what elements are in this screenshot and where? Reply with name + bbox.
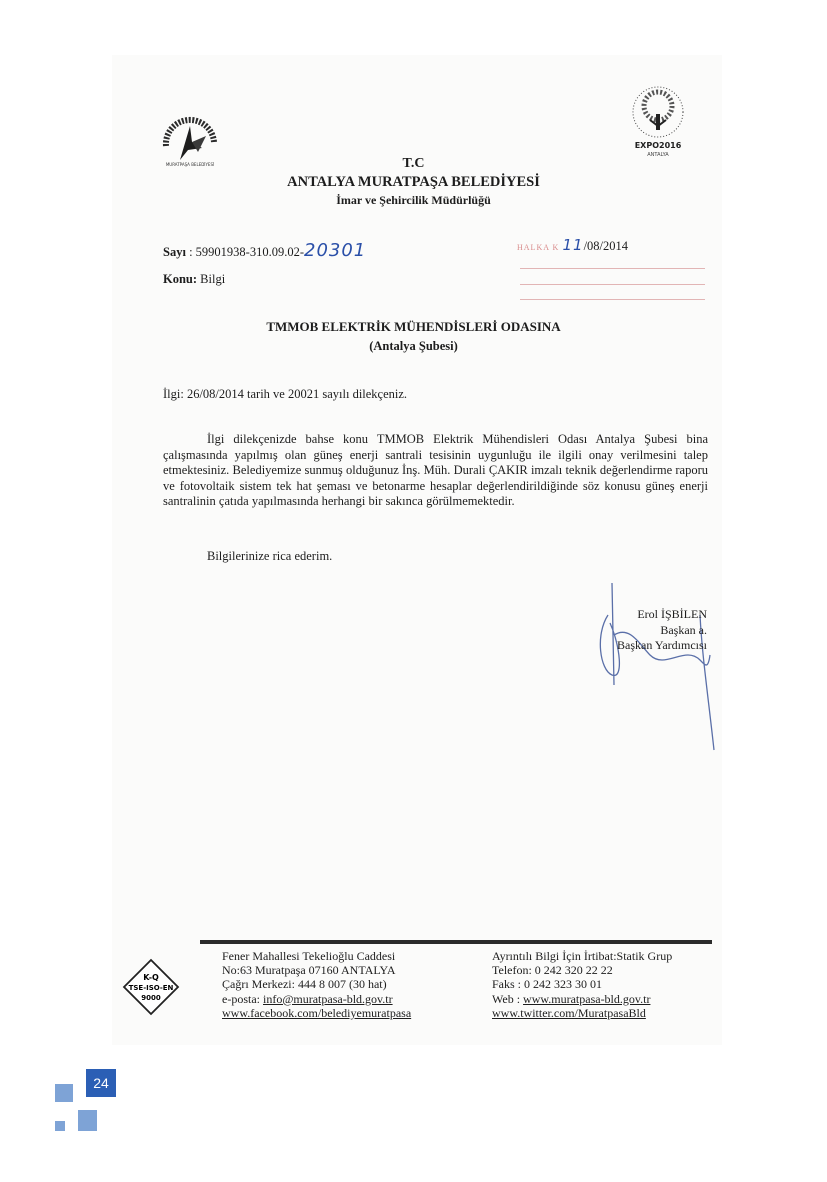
- stamp-line: [520, 299, 705, 300]
- signer-title: Başkan a.: [660, 622, 707, 637]
- handwritten-day: 11: [562, 236, 584, 254]
- svg-text:9000: 9000: [141, 994, 161, 1002]
- letterhead-municipality: ANTALYA MURATPAŞA BELEDİYESİ: [287, 174, 540, 190]
- footer-phone: Telefon: 0 242 320 22 22: [492, 963, 613, 978]
- reference-number: Sayı : 59901938-310.09.02-20301: [163, 240, 367, 261]
- svg-text:ANTALYA: ANTALYA: [647, 152, 669, 158]
- svg-text:K-Q: K-Q: [143, 973, 159, 982]
- handwritten-number: 20301: [304, 240, 367, 261]
- footer-contact-right: [492, 949, 672, 1020]
- svg-text:TSE-ISO-EN: TSE-ISO-EN: [128, 984, 174, 992]
- recipient-name: TMMOB ELEKTRİK MÜHENDİSLERİ ODASINA: [266, 319, 561, 334]
- twitter-link[interactable]: www.twitter.com/MuratpasaBld: [492, 1005, 646, 1020]
- footer-fax: Faks : 0 242 323 30 01: [492, 977, 603, 992]
- footer-call-center: Çağrı Merkezi: 444 8 007 (30 hat): [222, 977, 387, 992]
- page-number: 24: [86, 1069, 116, 1097]
- subject: Konu: Bilgi: [163, 272, 226, 286]
- footer-info: Ayrıntılı Bilgi İçin İrtibat:Statik Grup: [492, 949, 673, 963]
- email-link[interactable]: info@muratpasa-bld.gov.tr: [263, 991, 393, 1006]
- footer-email: e-posta: info@muratpasa-bld.gov.tr: [222, 991, 393, 1006]
- signer-position: Başkan Yardımcısı: [617, 638, 707, 652]
- stamp-line: [520, 268, 705, 269]
- ilgi-reference: İlgi: 26/08/2014 tarih ve 20021 sayılı dilekçeniz.: [163, 387, 408, 401]
- recipient-branch: (Antalya Şubesi): [369, 339, 458, 353]
- footer-rule: [200, 940, 712, 944]
- closing-line: Bilgilerinize rica ederim.: [207, 549, 333, 563]
- handwritten-signature: [590, 575, 720, 760]
- web-link[interactable]: www.muratpasa-bld.gov.tr: [523, 991, 651, 1006]
- tse-certification-badge: [122, 958, 180, 1016]
- footer-contact-left: [222, 949, 411, 1020]
- svg-text:MURATPAŞA BELEDİYESİ: MURATPAŞA BELEDİYESİ: [165, 162, 215, 167]
- footer-web: Web : www.muratpasa-bld.gov.tr: [492, 991, 651, 1006]
- letterhead-tc: T.C: [402, 156, 425, 171]
- stamp-line: [520, 284, 705, 285]
- reference-date: HALKA K 11/08/2014: [517, 236, 629, 254]
- svg-text:EXPO2016: EXPO2016: [634, 141, 682, 150]
- signer-name: Erol İŞBİLEN: [637, 607, 707, 621]
- received-stamp: HALKA K: [517, 243, 560, 252]
- footer-address-1: Fener Mahallesi Tekelioğlu Caddesi: [222, 949, 396, 963]
- decorative-square: [55, 1084, 73, 1102]
- body-paragraph: İlgi dilekçenizde bahse konu TMMOB Elektrik Mühendisleri Odası Antalya Şubesi bina çalışmasında yapılmış olan güneş enerji santrali tesisinin uygunluğu ile ilgili onay verilmesini talep etmektesiniz. Belediyemize sunmuş olduğunuz İnş. Müh. Durali ÇAKIR imzalı teknik değerlendirme raporu ve fotovoltaik sistem tek hat şeması ve betonarme hesaplar değerlendirildiğinde söz konusu güneş enerji santralinin çatıda yapılmasında herhangi bir sakınca görülmemektedir.: [163, 432, 708, 508]
- letterhead-department: İmar ve Şehircilik Müdürlüğü: [336, 193, 491, 207]
- decorative-square: [55, 1121, 65, 1131]
- footer-address-2: No:63 Muratpaşa 07160 ANTALYA: [222, 963, 396, 978]
- signature-block: [560, 607, 725, 654]
- decorative-square: [78, 1110, 97, 1131]
- facebook-link[interactable]: www.facebook.com/belediyemuratpasa: [222, 1005, 412, 1020]
- expo2016-logo: [628, 86, 688, 160]
